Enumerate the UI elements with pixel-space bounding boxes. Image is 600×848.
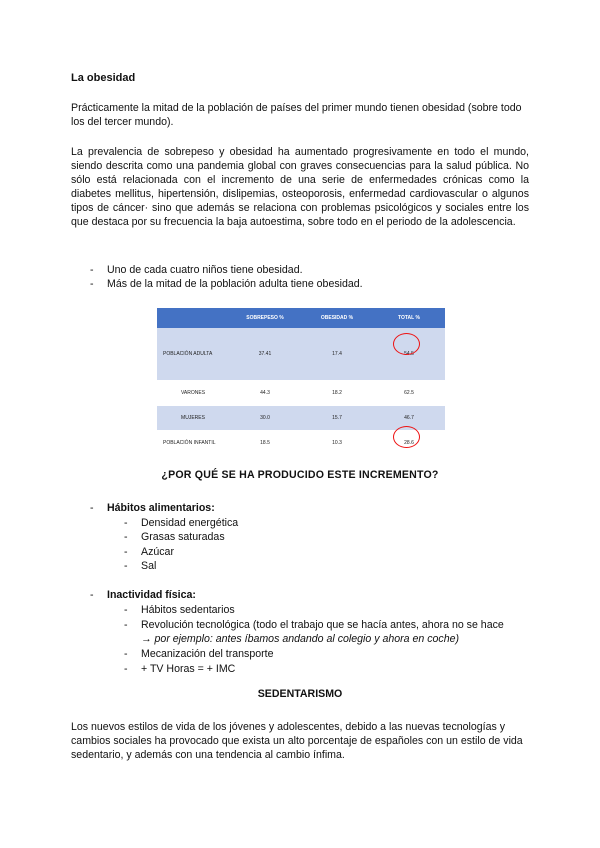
table-cell: 18.5 bbox=[229, 430, 301, 456]
list-item-continuation: → por ejemplo: antes íbamos andando al colegio y ahora en coche) bbox=[141, 633, 460, 645]
list-item-text: Hábitos sedentarios bbox=[141, 604, 235, 616]
list-item-text: Sal bbox=[141, 560, 157, 572]
section-title-diet bbox=[90, 501, 215, 515]
table-header-cell: SOBREPESO % bbox=[229, 308, 301, 328]
section-title-text: Hábitos alimentarios: bbox=[107, 502, 215, 514]
list-item bbox=[124, 545, 174, 559]
table-row-label: POBLACIÓN INFANTIL bbox=[157, 430, 229, 456]
table-cell: 15.7 bbox=[301, 406, 373, 430]
document-heading: La obesidad bbox=[71, 72, 136, 84]
list-item-text: Revolución tecnológica (todo el trabajo que se hacía antes, ahora no se hace bbox=[141, 619, 504, 631]
list-item-text: + TV Horas = + IMC bbox=[141, 663, 236, 675]
bullet-item bbox=[90, 277, 363, 291]
paragraph-intro: Prácticamente la mitad de la población de países del primer mundo tienen obesidad (sobre todo los del tercer mundo). bbox=[71, 102, 522, 128]
table-row bbox=[157, 380, 445, 406]
bullet-dash: - bbox=[124, 619, 128, 631]
table-header-row bbox=[157, 308, 445, 328]
bullet-text: Más de la mitad de la población adulta tiene obesidad. bbox=[107, 278, 363, 290]
paragraph-prevalence: La prevalencia de sobrepeso y obesidad ha aumentado progresivamente en todo el mundo, siendo descrita como una pandemia global con graves consecuencias para la salud pública. No sólo está relacionada con el incremento de una serie de enfermedades crónicas como la diabetes mellitus, hipertensión, dislipemias, osteoporosis, enfermedad cardiovascular o algunos tipos de cáncer· sino que además se relaciona con problemas psicológicos y sociales entre los que destaca por su frecuencia la baja autoestima, sobre todo en el periodo de la adolescencia. bbox=[71, 146, 529, 228]
list-item bbox=[124, 559, 156, 573]
list-item bbox=[124, 530, 225, 544]
table-cell: 54.5 bbox=[373, 328, 445, 380]
list-item-text: Azúcar bbox=[141, 546, 174, 558]
bullet-dash: - bbox=[124, 663, 128, 675]
table-header-cell: OBESIDAD % bbox=[301, 308, 373, 328]
table-cell: 44.3 bbox=[229, 380, 301, 406]
list-item bbox=[124, 662, 235, 676]
table-cell: 62.5 bbox=[373, 380, 445, 406]
list-item-text: Grasas saturadas bbox=[141, 531, 225, 543]
bullet-dash: - bbox=[90, 264, 94, 276]
bullet-item bbox=[90, 263, 303, 277]
table-header-cell: TOTAL % bbox=[373, 308, 445, 328]
bullet-dash: - bbox=[90, 589, 94, 601]
table-cell: 30.0 bbox=[229, 406, 301, 430]
bullet-dash: - bbox=[124, 604, 128, 616]
highlight-circle bbox=[393, 426, 420, 448]
table-cell: 46.7 bbox=[373, 406, 445, 430]
bullet-dash: - bbox=[124, 531, 128, 543]
section-title-text: Inactividad física: bbox=[107, 589, 196, 601]
bullet-dash: - bbox=[124, 517, 128, 529]
table-cell: 18.2 bbox=[301, 380, 373, 406]
table-cell: 17.4 bbox=[301, 328, 373, 380]
sedentarismo-title: SEDENTARISMO bbox=[257, 688, 343, 700]
list-item bbox=[124, 516, 238, 530]
list-item bbox=[124, 647, 274, 661]
bullet-text: Uno de cada cuatro niños tiene obesidad. bbox=[107, 264, 303, 276]
list-item-text: Densidad energética bbox=[141, 517, 239, 529]
table-cell: 28.6 bbox=[373, 430, 445, 456]
list-item bbox=[124, 603, 235, 617]
list-item-text: Mecanización del transporte bbox=[141, 648, 274, 660]
table-header-cell bbox=[157, 308, 229, 328]
bullet-dash: - bbox=[90, 278, 94, 290]
table-row-label: MUJERES bbox=[157, 406, 229, 430]
bullet-dash: - bbox=[90, 502, 94, 514]
table-row-label: VARONES bbox=[157, 380, 229, 406]
table-row-label: POBLACIÓN ADULTA bbox=[157, 328, 229, 380]
paragraph-sedentarismo: Los nuevos estilos de vida de los jóvenes y adolescentes, debido a las nuevas tecnologías y cambios sociales ha provocado que exista un alto porcentaje de españoles con un estilo de vida sedentario, y además con una tendencia al cambio ínfima. bbox=[71, 721, 523, 761]
section-question: ¿POR QUÉ SE HA PRODUCIDO ESTE INCREMENTO? bbox=[161, 469, 439, 481]
bullet-dash: - bbox=[124, 546, 128, 558]
bullet-dash: - bbox=[124, 648, 128, 660]
list-item bbox=[124, 618, 504, 632]
table-cell: 37.41 bbox=[229, 328, 301, 380]
bullet-dash: - bbox=[124, 560, 128, 572]
section-title-activity bbox=[90, 588, 196, 602]
table-cell: 10.3 bbox=[301, 430, 373, 456]
highlight-circle bbox=[393, 333, 420, 355]
